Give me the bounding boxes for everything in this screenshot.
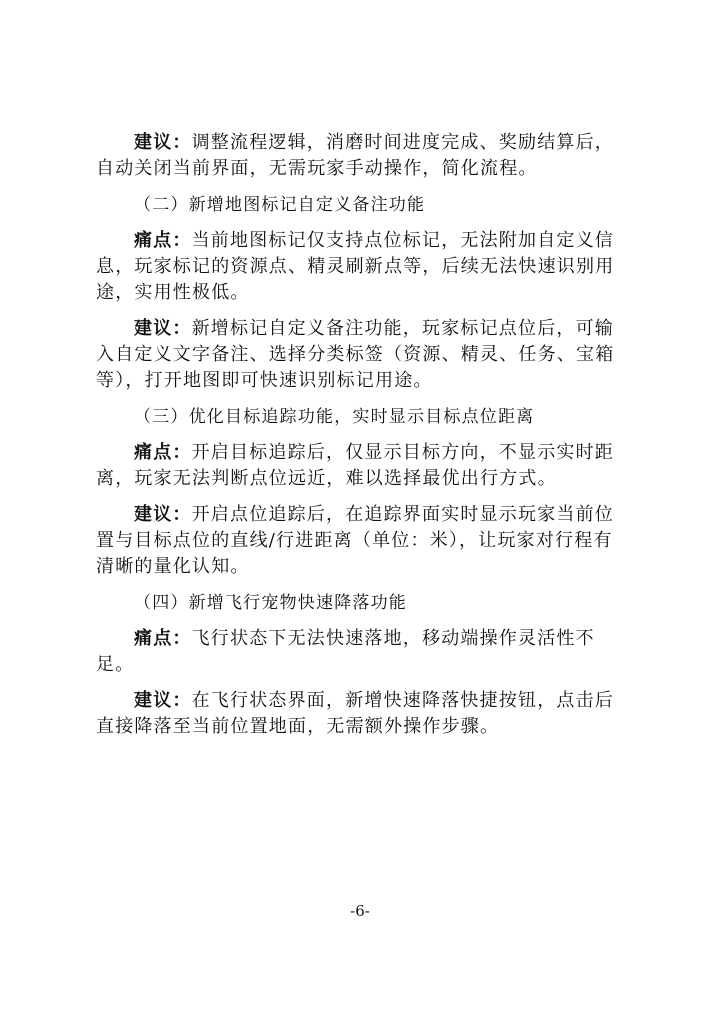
paragraph-suggestion-1: 建议：调整流程逻辑，消磨时间进度完成、奖励结算后， bbox=[134, 132, 615, 153]
section-heading-3: （三）优化目标追踪功能，实时显示目标点位距离 bbox=[134, 407, 535, 427]
section-heading-2: （二）新增地图标记自定义备注功能 bbox=[134, 195, 426, 215]
paragraph-suggestion-2: 建议：新增标记自定义备注功能，玩家标记点位后，可输 bbox=[134, 318, 615, 339]
paragraph-pain-4: 痛点：飞行状态下无法快速落地，移动端操作灵活性不 bbox=[134, 628, 595, 649]
label-pain-point: 痛点： bbox=[134, 442, 192, 463]
paragraph-line: 置与目标点位的直线/行进距离（单位：米），让玩家对行程有 bbox=[96, 530, 613, 551]
paragraph-line: 清晰的量化认知。 bbox=[96, 556, 250, 577]
paragraph-suggestion-3: 建议：开启点位追踪后，在追踪界面实时显示玩家当前位 bbox=[134, 504, 615, 525]
paragraph-line: 等），打开地图即可快速识别标记用途。 bbox=[96, 370, 433, 391]
paragraph-suggestion-4: 建议：在飞行状态界面，新增快速降落快捷按钮，点击后 bbox=[134, 690, 615, 711]
label-suggestion: 建议： bbox=[134, 504, 192, 525]
paragraph-pain-2: 痛点：当前地图标记仅支持点位标记，无法附加自定义信 bbox=[134, 230, 615, 251]
label-suggestion: 建议： bbox=[134, 690, 192, 711]
label-suggestion: 建议： bbox=[134, 132, 192, 153]
paragraph-line: 入自定义文字备注、选择分类标签（资源、精灵、任务、宝箱 bbox=[96, 344, 615, 365]
paragraph-pain-3: 痛点：开启目标追踪后，仅显示目标方向，不显示实时距 bbox=[134, 442, 615, 463]
page-number: -6- bbox=[350, 902, 370, 920]
label-pain-point: 痛点： bbox=[134, 230, 192, 251]
section-heading-4: （四）新增飞行宠物快速降落功能 bbox=[134, 593, 407, 613]
label-pain-point: 痛点： bbox=[134, 628, 192, 649]
paragraph-line: 途，实用性极低。 bbox=[96, 282, 250, 303]
paragraph-line: 自动关闭当前界面，无需玩家手动操作，简化流程。 bbox=[96, 158, 538, 179]
paragraph-line: 直接降落至当前位置地面，无需额外操作步骤。 bbox=[96, 716, 500, 737]
paragraph-line: 足。 bbox=[96, 654, 135, 675]
label-suggestion: 建议： bbox=[134, 318, 192, 339]
paragraph-line: 离，玩家无法判断点位远近，难以选择最优出行方式。 bbox=[96, 468, 557, 489]
paragraph-line: 息，玩家标记的资源点、精灵刷新点等，后续无法快速识别用 bbox=[96, 256, 615, 277]
page-content bbox=[96, 130, 624, 740]
